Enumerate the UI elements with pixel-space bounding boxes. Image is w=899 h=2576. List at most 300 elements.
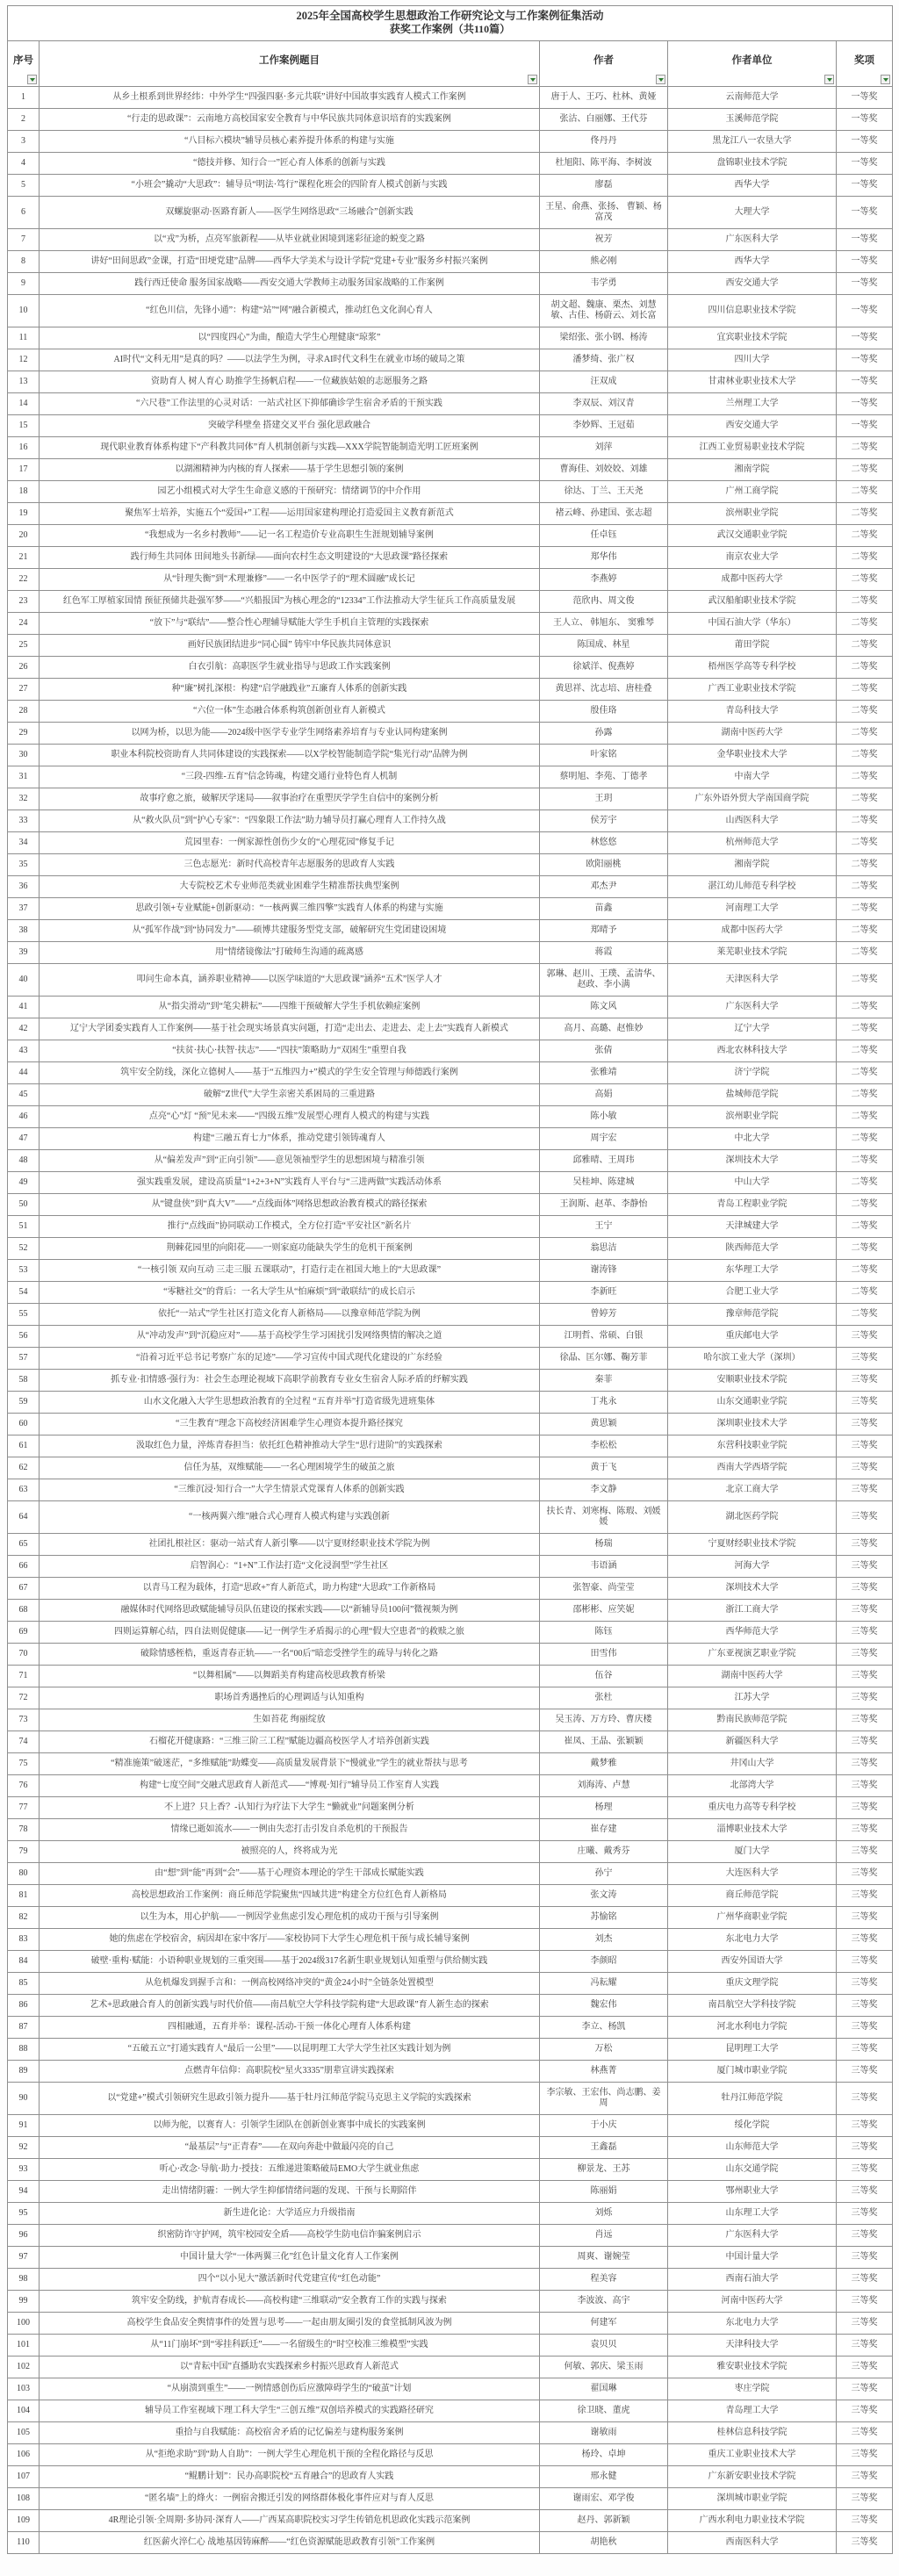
table-row xyxy=(8,1238,893,1260)
authors-cell: 翁思洁 xyxy=(540,1238,668,1260)
row-number-cell: 4 xyxy=(8,153,40,175)
award-cell: 二等奖 xyxy=(837,1304,893,1326)
row-number-cell: 58 xyxy=(8,1370,40,1392)
award-cell: 三等奖 xyxy=(837,2357,893,2378)
filter-dropdown-icon[interactable] xyxy=(824,75,834,84)
case-title-cell: AI时代“文科无用”是真的吗？——以法学生为例，寻求AI时代文科生在就业市场的破局之策 xyxy=(40,349,540,371)
award-cell: 一等奖 xyxy=(837,273,893,295)
case-title-cell: 以湖湘精神为内核的育人探索——基于学生思想引领的案例 xyxy=(40,459,540,481)
table-row xyxy=(8,2335,893,2357)
table-row xyxy=(8,832,893,854)
filter-dropdown-icon[interactable] xyxy=(528,75,537,84)
case-title-cell: 白衣引航：高职医学生就业指导与思政工作实践案例 xyxy=(40,657,540,679)
award-cell: 二等奖 xyxy=(837,1040,893,1062)
table-row xyxy=(8,547,893,569)
authors-cell: 刘萍 xyxy=(540,437,668,459)
case-title-cell: 从“针理失衡”到“术理兼修”——一名中医学子的“理术圆融”成长记 xyxy=(40,569,540,591)
row-number-cell: 62 xyxy=(8,1457,40,1479)
award-cell: 三等奖 xyxy=(837,2466,893,2488)
institution-cell: 四川大学 xyxy=(668,349,837,371)
row-number-cell: 40 xyxy=(8,964,40,997)
row-number-cell: 15 xyxy=(8,415,40,437)
authors-cell: 苏愉铭 xyxy=(540,1907,668,1929)
table-row xyxy=(8,251,893,273)
institution-cell: 武汉船舶职业技术学院 xyxy=(668,591,837,613)
case-title-cell: 践行师生共同体 田间地头书新绿——面向农村生态文明建设的“大思政课”路径探索 xyxy=(40,547,540,569)
table-row xyxy=(8,1062,893,1084)
table-row xyxy=(8,1863,893,1885)
award-cell: 三等奖 xyxy=(837,1731,893,1753)
row-number-cell: 22 xyxy=(8,569,40,591)
case-title-cell: 融媒体时代网络思政赋能辅导员队伍建设的探索实践——以“新辅导员100问”微视频为例 xyxy=(40,1600,540,1622)
table-row xyxy=(8,2203,893,2225)
award-cell: 三等奖 xyxy=(837,1687,893,1709)
table-row xyxy=(8,371,893,393)
authors-cell: 李立、杨凯 xyxy=(540,2017,668,2039)
row-number-cell: 72 xyxy=(8,1687,40,1709)
award-cell: 一等奖 xyxy=(837,415,893,437)
row-number-cell: 53 xyxy=(8,1260,40,1282)
institution-cell: 山东理工大学 xyxy=(668,2203,837,2225)
case-title-cell: 职场首秀遇挫后的心理调适与认知重构 xyxy=(40,1687,540,1709)
row-number-cell: 27 xyxy=(8,679,40,701)
filter-dropdown-icon[interactable] xyxy=(881,75,890,84)
authors-cell: 王宁 xyxy=(540,1216,668,1238)
award-cell: 二等奖 xyxy=(837,591,893,613)
table-row xyxy=(8,2115,893,2137)
table-row xyxy=(8,2017,893,2039)
authors-cell: 黄于飞 xyxy=(540,1457,668,1479)
award-cell: 三等奖 xyxy=(837,2444,893,2466)
table-row xyxy=(8,2488,893,2510)
award-cell: 三等奖 xyxy=(837,2510,893,2532)
table-row xyxy=(8,2181,893,2203)
row-number-cell: 11 xyxy=(8,327,40,349)
institution-cell: 广西水利电力职业技术学院 xyxy=(668,2510,837,2532)
institution-cell: 江西工业贸易职业技术学院 xyxy=(668,437,837,459)
award-cell: 三等奖 xyxy=(837,2400,893,2422)
row-number-cell: 52 xyxy=(8,1238,40,1260)
institution-cell: 甘肃林业职业技术大学 xyxy=(668,371,837,393)
case-title-cell: 点燃青年信仰：高职院校“星火3335”朋辈宣讲实践探索 xyxy=(40,2061,540,2083)
row-number-cell: 103 xyxy=(8,2378,40,2400)
row-number-cell: 3 xyxy=(8,131,40,153)
authors-cell: 叶家铭 xyxy=(540,745,668,766)
table-row xyxy=(8,481,893,503)
table-row xyxy=(8,1172,893,1194)
table-row xyxy=(8,2225,893,2247)
row-number-cell: 42 xyxy=(8,1018,40,1040)
award-cell: 二等奖 xyxy=(837,701,893,723)
table-row xyxy=(8,679,893,701)
institution-cell: 济宁学院 xyxy=(668,1062,837,1084)
case-title-cell: 重拾与自我赋能：高校宿舍矛盾的记忆偏差与建构服务案例 xyxy=(40,2422,540,2444)
case-title-cell: 四则运算解心结，四自法则促健康——记一例学生矛盾揭示的心理“假大空患者”的救赎之旅 xyxy=(40,1622,540,1644)
authors-cell: 高娟 xyxy=(540,1084,668,1106)
institution-cell: 豫章师范学院 xyxy=(668,1304,837,1326)
case-title-cell: “扶贫·扶心·扶智·扶志”——“四扶”策略助力“双困生”重塑自我 xyxy=(40,1040,540,1062)
authors-cell: 杨理 xyxy=(540,1797,668,1819)
row-number-cell: 95 xyxy=(8,2203,40,2225)
institution-cell: 西安交通大学 xyxy=(668,273,837,295)
institution-cell: 安顺职业技术学院 xyxy=(668,1370,837,1392)
institution-cell: 西南石油大学 xyxy=(668,2269,837,2291)
award-cell: 一等奖 xyxy=(837,175,893,197)
case-title-cell: 辅导员工作室视域下理工科大学生“三创五维”双创培养模式的实践路径研究 xyxy=(40,2400,540,2422)
table-row xyxy=(8,1282,893,1304)
table-row xyxy=(8,1731,893,1753)
award-cell: 三等奖 xyxy=(837,1479,893,1501)
institution-cell: 牡丹江师范学院 xyxy=(668,2083,837,2115)
row-number-cell: 91 xyxy=(8,2115,40,2137)
row-number-cell: 82 xyxy=(8,1907,40,1929)
table-row xyxy=(8,920,893,942)
table-row xyxy=(8,175,893,197)
authors-cell: 谢雨宏、邓学俊 xyxy=(540,2488,668,2510)
authors-cell: 胡文超、魏康、栗杰、刘慧敏、古佳、杨蔚云、刘长富 xyxy=(540,295,668,327)
case-title-cell: “小班会”撬动“大思政”：辅导员“明法·笃行”课程化班会的四阶育人模式创新与实践 xyxy=(40,175,540,197)
institution-cell: 莆田学院 xyxy=(668,635,837,657)
table-row xyxy=(8,591,893,613)
authors-cell: 刘杰 xyxy=(540,1929,668,1951)
row-number-cell: 77 xyxy=(8,1797,40,1819)
case-title-cell: 信任为基，双维赋能——一名心理困境学生的破茧之旅 xyxy=(40,1457,540,1479)
table-row xyxy=(8,1194,893,1216)
row-number-cell: 28 xyxy=(8,701,40,723)
table-row xyxy=(8,1797,893,1819)
row-number-cell: 24 xyxy=(8,613,40,635)
authors-cell: 陈文风 xyxy=(540,997,668,1018)
award-cell: 三等奖 xyxy=(837,1578,893,1600)
row-number-cell: 81 xyxy=(8,1885,40,1907)
case-title-cell: 践行西迁使命 服务国家战略——西安交通大学教师主动服务国家战略的工作案例 xyxy=(40,273,540,295)
case-title-cell: 艺术+思政融合育人的创新实践与时代价值——南昌航空大学科技学院构建“大思政课”育人新生态的探索 xyxy=(40,1995,540,2017)
table-header-row xyxy=(8,41,893,87)
institution-cell: 湖北医药学院 xyxy=(668,1501,837,1534)
authors-cell: 王润斯、赵革、李静怡 xyxy=(540,1194,668,1216)
authors-cell: 韦学勇 xyxy=(540,273,668,295)
award-cell: 三等奖 xyxy=(837,2291,893,2313)
case-title-cell: 荒园里春：一例家源性创伤少女的“心理花园”修复手记 xyxy=(40,832,540,854)
award-cell: 一等奖 xyxy=(837,131,893,153)
table-row xyxy=(8,131,893,153)
institution-cell: 广东医科大学 xyxy=(668,997,837,1018)
institution-cell: 西南大学西塔学院 xyxy=(668,1457,837,1479)
column-header-award xyxy=(837,41,893,87)
award-cell: 三等奖 xyxy=(837,2181,893,2203)
institution-cell: 西安外国语大学 xyxy=(668,1951,837,1973)
table-row xyxy=(8,1501,893,1534)
authors-cell: 任卓钰 xyxy=(540,525,668,547)
authors-cell: 江明哲、常硕、白银 xyxy=(540,1326,668,1348)
case-title-cell: 资助育人 树人育心 助推学生扬帆启程——一位藏族姑娘的志愿服务之路 xyxy=(40,371,540,393)
case-title-cell: 现代职业教育体系构建下“产科教共同体”育人机制创新与实践—XXX学院智能制造光明工匠班案例 xyxy=(40,437,540,459)
case-title-cell: “鲲鹏计划”：民办高职院校“五育融合”的思政育人实践 xyxy=(40,2466,540,2488)
case-title-cell: 故事疗愈之旅，破解厌学迷局——叙事治疗在重塑厌学学生自信中的案例分析 xyxy=(40,788,540,810)
institution-cell: 重庆电力高等专科学校 xyxy=(668,1797,837,1819)
award-cell: 二等奖 xyxy=(837,964,893,997)
table-row xyxy=(8,898,893,920)
case-title-cell: “五破五立”打通实践育人“最后一公里”——以昆明理工大学大学生社区实践计划为例 xyxy=(40,2039,540,2061)
authors-cell: 柳景龙、王苏 xyxy=(540,2159,668,2181)
award-cell: 二等奖 xyxy=(837,832,893,854)
row-number-cell: 63 xyxy=(8,1479,40,1501)
award-cell: 一等奖 xyxy=(837,251,893,273)
institution-cell: 深圳技术大学 xyxy=(668,1150,837,1172)
page-title: 2025年全国高校学生思想政治工作研究论文与工作案例征集活动 xyxy=(296,10,604,22)
authors-cell: 魏宏伟 xyxy=(540,1995,668,2017)
row-number-cell: 83 xyxy=(8,1929,40,1951)
institution-cell: 浙江工商大学 xyxy=(668,1600,837,1622)
award-cell: 三等奖 xyxy=(837,1436,893,1457)
case-title-cell: 抓专业·扣情感·强行为：社会生态理论视域下高职学前教育专业女生宿舍人际矛盾的纾解实践 xyxy=(40,1370,540,1392)
case-title-cell: 织密防诈守护网，筑牢校园安全盾——高校学生防电信诈骗案例启示 xyxy=(40,2225,540,2247)
row-number-cell: 100 xyxy=(8,2313,40,2335)
case-title-cell: “匿名墙”上的烽火：一例宿舍搬迁引发的网络群体极化事件应对与育人反思 xyxy=(40,2488,540,2510)
case-title-cell: 从“孤军作战”到“协同发力”——硕博共建服务型党支部，破解研究生党团建设困境 xyxy=(40,920,540,942)
table-row xyxy=(8,1414,893,1436)
authors-cell: 黄思颖 xyxy=(540,1414,668,1436)
authors-cell: 张沽、白丽娜、王代芬 xyxy=(540,109,668,131)
award-cell: 二等奖 xyxy=(837,1238,893,1260)
column-header-award-label: 奖项 xyxy=(854,54,874,66)
award-cell: 一等奖 xyxy=(837,109,893,131)
case-title-cell: 三色志愿光：新时代高校青年志愿服务的思政育人实践 xyxy=(40,854,540,876)
authors-cell: 李双辰、刘汉青 xyxy=(540,393,668,415)
authors-cell: 张杜 xyxy=(540,1687,668,1709)
row-number-cell: 12 xyxy=(8,349,40,371)
authors-cell: 欧阳丽桃 xyxy=(540,854,668,876)
award-cell: 二等奖 xyxy=(837,525,893,547)
table-row xyxy=(8,1348,893,1370)
table-row xyxy=(8,1370,893,1392)
award-cell: 二等奖 xyxy=(837,679,893,701)
award-cell: 二等奖 xyxy=(837,942,893,964)
authors-cell: 张文涛 xyxy=(540,1885,668,1907)
institution-cell: 广东医科大学 xyxy=(668,2225,837,2247)
institution-cell: 青岛工程职业学院 xyxy=(668,1194,837,1216)
award-cell: 三等奖 xyxy=(837,2137,893,2159)
filter-dropdown-icon[interactable] xyxy=(656,75,665,84)
case-title-cell: 山水文化融入大学生思想政治教育的全过程 “五育并举”打造省级先进班集体 xyxy=(40,1392,540,1414)
institution-cell: 湘南学院 xyxy=(668,459,837,481)
institution-cell: 滨州职业学院 xyxy=(668,503,837,525)
row-number-cell: 107 xyxy=(8,2466,40,2488)
institution-cell: 河南中医药大学 xyxy=(668,2291,837,2313)
award-cell: 二等奖 xyxy=(837,1216,893,1238)
case-title-cell: 不上进？只上香？-认知行为疗法下大学生 “懒就业”问题案例分析 xyxy=(40,1797,540,1819)
table-row xyxy=(8,2400,893,2422)
table-row xyxy=(8,327,893,349)
award-cell: 三等奖 xyxy=(837,1666,893,1687)
institution-cell: 兰州理工大学 xyxy=(668,393,837,415)
table-row xyxy=(8,1951,893,1973)
institution-cell: 北部湾大学 xyxy=(668,1775,837,1797)
institution-cell: 西北农林科技大学 xyxy=(668,1040,837,1062)
row-number-cell: 65 xyxy=(8,1534,40,1556)
table-row xyxy=(8,701,893,723)
award-cell: 三等奖 xyxy=(837,2313,893,2335)
case-title-cell: 辽宁大学团委实践育人工作案例——基于社会现实场景真实问题，打造“走出去、走进去、走上去”实践育人新模式 xyxy=(40,1018,540,1040)
table-row xyxy=(8,1753,893,1775)
table-row xyxy=(8,2039,893,2061)
award-cell: 三等奖 xyxy=(837,1556,893,1578)
authors-cell: 李波波、高宇 xyxy=(540,2291,668,2313)
table-row xyxy=(8,1600,893,1622)
institution-cell: 中北大学 xyxy=(668,1128,837,1150)
award-cell: 二等奖 xyxy=(837,854,893,876)
award-cell: 二等奖 xyxy=(837,1282,893,1304)
table-row xyxy=(8,1578,893,1600)
award-list-document xyxy=(7,5,892,2554)
institution-cell: 大连医科大学 xyxy=(668,1863,837,1885)
authors-cell: 庄曦、戴秀芬 xyxy=(540,1841,668,1863)
institution-cell: 西安交通大学 xyxy=(668,415,837,437)
authors-cell: 程美容 xyxy=(540,2269,668,2291)
row-number-cell: 79 xyxy=(8,1841,40,1863)
filter-dropdown-icon[interactable] xyxy=(27,75,37,84)
table-row xyxy=(8,1216,893,1238)
table-row xyxy=(8,2269,893,2291)
award-table-body xyxy=(8,87,893,2554)
case-title-cell: 启智润心：“1+N”工作法打造“文化浸润型”学生社区 xyxy=(40,1556,540,1578)
authors-cell: 邱雅晴、王周玮 xyxy=(540,1150,668,1172)
authors-cell: 袁贝贝 xyxy=(540,2335,668,2357)
case-title-cell: 以“戎”为桥，点亮军旅新程——从毕业就业困境到迷彩征途的蜕变之路 xyxy=(40,229,540,251)
case-title-cell: “放下”与“联结”——整合性心理辅导赋能大学生手机自主管理的实践探索 xyxy=(40,613,540,635)
institution-cell: 湘南学院 xyxy=(668,854,837,876)
table-row xyxy=(8,2422,893,2444)
authors-cell: 于小庆 xyxy=(540,2115,668,2137)
case-title-cell: 被照亮的人，终将成为光 xyxy=(40,1841,540,1863)
authors-cell: 徐卫晓、董虎 xyxy=(540,2400,668,2422)
award-cell: 三等奖 xyxy=(837,2225,893,2247)
row-number-cell: 57 xyxy=(8,1348,40,1370)
table-row xyxy=(8,1457,893,1479)
case-title-cell: 石榴花开健康路：“三维三阶三工程”赋能边疆高校医学人才培养创新实践 xyxy=(40,1731,540,1753)
institution-cell: 厦门城市职业学院 xyxy=(668,2061,837,2083)
award-cell: 二等奖 xyxy=(837,1084,893,1106)
authors-cell: 王人立、 韩旭东、 窦雅琴 xyxy=(540,613,668,635)
row-number-cell: 43 xyxy=(8,1040,40,1062)
row-number-cell: 25 xyxy=(8,635,40,657)
institution-cell: 河南理工大学 xyxy=(668,898,837,920)
table-row xyxy=(8,1929,893,1951)
case-title-cell: “三生教育”理念下高校经济困难学生心理资本提升路径探究 xyxy=(40,1414,540,1436)
institution-cell: 青岛理工大学 xyxy=(668,2400,837,2422)
table-row xyxy=(8,87,893,109)
row-number-cell: 66 xyxy=(8,1556,40,1578)
row-number-cell: 109 xyxy=(8,2510,40,2532)
authors-cell: 蒋霞 xyxy=(540,942,668,964)
row-number-cell: 56 xyxy=(8,1326,40,1348)
award-cell: 三等奖 xyxy=(837,2061,893,2083)
award-cell: 一等奖 xyxy=(837,349,893,371)
authors-cell: 王星、俞燕、张扬、 曹颖、杨富茂 xyxy=(540,197,668,229)
case-title-cell: 种“廉”树扎深根：构建“启学融践业”五廉育人体系的创新实践 xyxy=(40,679,540,701)
institution-cell: 绥化学院 xyxy=(668,2115,837,2137)
award-cell: 二等奖 xyxy=(837,569,893,591)
institution-cell: 广东外语外贸大学南国商学院 xyxy=(668,788,837,810)
authors-cell: 李文静 xyxy=(540,1479,668,1501)
table-row xyxy=(8,229,893,251)
institution-cell: 莱芜职业技术学院 xyxy=(668,942,837,964)
row-number-cell: 86 xyxy=(8,1995,40,2017)
award-cell: 三等奖 xyxy=(837,2422,893,2444)
row-number-cell: 13 xyxy=(8,371,40,393)
case-title-cell: 思政引领+专业赋能+创新驱动：“一核两翼三维四擎”实践育人体系的构建与实施 xyxy=(40,898,540,920)
row-number-cell: 32 xyxy=(8,788,40,810)
case-title-cell: 情缘已逝如流水——一例由失恋打击引发自杀危机的干预报告 xyxy=(40,1819,540,1841)
institution-cell: 重庆邮电大学 xyxy=(668,1326,837,1348)
award-cell: 三等奖 xyxy=(837,2269,893,2291)
case-title-cell: 以生为本，用心护航——一例因学业焦虑引发心理危机的成功干预与引导案例 xyxy=(40,1907,540,1929)
table-row xyxy=(8,657,893,679)
award-cell: 三等奖 xyxy=(837,1995,893,2017)
authors-cell: 王鑫磊 xyxy=(540,2137,668,2159)
case-title-cell: 新生进化论：大学适应力升级指南 xyxy=(40,2203,540,2225)
authors-cell: 谢敏雨 xyxy=(540,2422,668,2444)
case-title-cell: 社团扎根社区：驱动一站式育人新引擎——以宁夏财经职业技术学院为例 xyxy=(40,1534,540,1556)
award-cell: 二等奖 xyxy=(837,547,893,569)
row-number-cell: 99 xyxy=(8,2291,40,2313)
row-number-cell: 108 xyxy=(8,2488,40,2510)
authors-cell: 崔存建 xyxy=(540,1819,668,1841)
authors-cell: 黄思祥、沈志培、唐桂叠 xyxy=(540,679,668,701)
institution-cell: 大理大学 xyxy=(668,197,837,229)
table-row xyxy=(8,2137,893,2159)
column-header-case-title xyxy=(40,41,540,87)
row-number-cell: 35 xyxy=(8,854,40,876)
row-number-cell: 45 xyxy=(8,1084,40,1106)
institution-cell: 东营科技职业学院 xyxy=(668,1436,837,1457)
table-row xyxy=(8,1040,893,1062)
case-title-cell: 叩问生命本真，涵养职业精神——以医学味道的“大思政课”涵养“五术”医学人才 xyxy=(40,964,540,997)
award-cell: 一等奖 xyxy=(837,197,893,229)
case-title-cell: 四个“以小见大”激活新时代党建宣传“红色动能” xyxy=(40,2269,540,2291)
case-title-cell: 从“救火队员”到“护心专家”：“四象限工作法”助力辅导员打赢心理育人工作持久战 xyxy=(40,810,540,832)
authors-cell: 曹海佳、刘姣姣、刘雄 xyxy=(540,459,668,481)
row-number-cell: 18 xyxy=(8,481,40,503)
table-row xyxy=(8,569,893,591)
authors-cell: 殷佳珞 xyxy=(540,701,668,723)
authors-cell: 陈国成、林星 xyxy=(540,635,668,657)
institution-cell: 辽宁大学 xyxy=(668,1018,837,1040)
case-title-cell: 以网为桥，以思为能——2024级中医学专业学生网络素养培育与专业认同构建案例 xyxy=(40,723,540,745)
row-number-cell: 30 xyxy=(8,745,40,766)
institution-cell: 广东医科大学 xyxy=(668,229,837,251)
table-row xyxy=(8,109,893,131)
table-row xyxy=(8,613,893,635)
case-title-cell: 汲取红色力量，淬炼青春担当：依托红色精神推动大学生“思行进阶”的实践探索 xyxy=(40,1436,540,1457)
row-number-cell: 14 xyxy=(8,393,40,415)
institution-cell: 中南大学 xyxy=(668,766,837,788)
authors-cell: 苗鑫 xyxy=(540,898,668,920)
authors-cell: 李新旺 xyxy=(540,1282,668,1304)
table-row xyxy=(8,2291,893,2313)
institution-cell: 盐城师范学院 xyxy=(668,1084,837,1106)
authors-cell: 曾婷芳 xyxy=(540,1304,668,1326)
column-header-authors xyxy=(540,41,668,87)
institution-cell: 宜宾职业技术学院 xyxy=(668,327,837,349)
authors-cell: 赵丹、郭新颖 xyxy=(540,2510,668,2532)
table-row xyxy=(8,810,893,832)
row-number-cell: 90 xyxy=(8,2083,40,2115)
institution-cell: 新疆医科大学 xyxy=(668,1731,837,1753)
table-row xyxy=(8,295,893,327)
row-number-cell: 106 xyxy=(8,2444,40,2466)
authors-cell: 林燕菁 xyxy=(540,2061,668,2083)
